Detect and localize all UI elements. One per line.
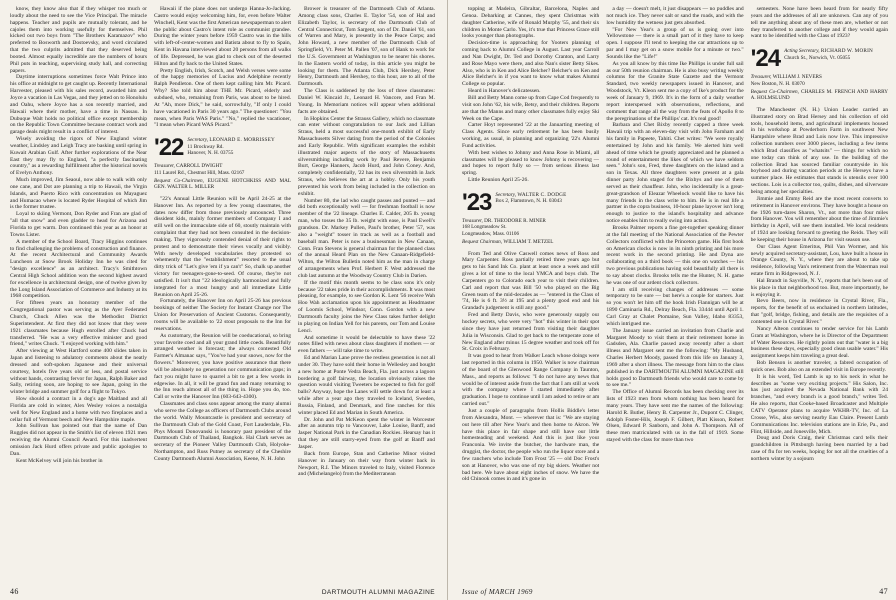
paragraph: Little Reunion April 25-26. bbox=[468, 177, 529, 184]
issue-date: Issue of MARCH 1969 bbox=[462, 588, 533, 596]
paragraph: Kent McKelvey will join his brother in bbox=[16, 457, 103, 464]
paragraph: Dr. John and Pat McKeon spent the winter in Worcester after an autumn trip to Vancouver, Lake Louise, Banff, and Jasper National Park in the Canadian Rockies. Hearsay has it that they are still starry-eyed from the golf at Banff and Jasper. bbox=[298, 416, 435, 450]
paragraph: Ed and Marian Lane prove the restless generation is not all under 30. They have sold their home in Wellesley and bought a new home at Ponte Vedra Beach, Fla. just across a lagoon bordering a golf fairway, the location obviously raises the question would visiting Tweeters be expected to fish for golf balls? Anyway, hope the Lanes will settle down for at least a while after a year ago they traveled to Iceland, Sweden, Russia, Finland, and Denmark, and fine ranches for this winter placed Ed and Marian in South America. bbox=[298, 355, 435, 416]
paragraph: Bevo Beers, now in residence in Crystal River, Fla., reports, for the benefit of us enchained in northern latitudes, that "golf, bridge, fishing, and details are the requisites of a contented one in Crystal River." bbox=[750, 298, 888, 325]
paragraph: Classmates and class sons appear among the many alumni who serve the College as officers of Dartmouth Clubs around the world. Wally Mountcastle is president and secretary of the Dartmouth Club of the Gold Coast, Fort Lauderdale, Fla. Phys Mounti Donovanski is honorary past president of the Dartmouth Club of Thailand, Bangkok. Hal Clark serves as secretary of the Pioneer Valley Dartmouth Club, Holyoke-Northampton, and Russ Putney as secretary of the Cheshire County Dartmouth Alumni Association, Keene, N. H. John bbox=[154, 401, 291, 462]
paragraph: As you all know by this time Ike Phillips is under full sail as our 50th reunion chairman. He is also busy writing weekly columns for the Granite State Gazette and the Vermont Standard, two weekly newspapers issued in Hanover, and Woodstock, Vt. Kleon sent me a copy of Ike's product for the week of January 9, 1969. It's in the form of a daily weather report interspersed with observations, reflections, and comment that range all the way from the feats of Apollo 8 to the peregrinations of the Phillips' cat. It's real good! bbox=[606, 60, 744, 122]
paragraph: A member of the School Board, Tracy Higgins continues to find challenging the problems of construction and finance. At the recent Architectural and Community Awards Luncheon at Snow Brook Holiday Inn he was cited for "design excellence" as an architect. Tracy's Smithtown Central High School addition won the second highest award for excellence in architectural design, one of twelve given by the Long Island Association of Commerce and Industry at its 1968 competition. bbox=[10, 238, 147, 300]
left-column-3 bbox=[298, 6, 435, 582]
paragraph: Carter Hoyt represented '22 at the Januarting meeting of Class Agents. Since early retirement he has been busily working, as usual, in planning and organizing '22's Alumni Fund activities. bbox=[462, 122, 600, 149]
class-22-treasurer: Treasurer, CARROLL DWIGHT 111 Laurel Rd., Chestnut Hill, Mass. 02167 bbox=[154, 163, 245, 176]
paragraph: Our Class Agent Emeritus, Phil Van Wormer, and his newly acquired secretary-assistant, Lou, have built a house in Orange County, N. Y., where they are about to take up residence, following Van's retirement from the Waterman real estate firm in Ridgewood, N. J. bbox=[750, 243, 888, 278]
left-column-1 bbox=[10, 6, 147, 582]
class-23-treasurer: Treasurer, DR. THEODORE R. MINER 168 Longmeadow St. Longmeadow, Mass. 01106 bbox=[462, 217, 546, 237]
class-24-bequest: Bequest Co-Chairmen, CHARLES M. FRENCH AND HARRY A. HOLMSLUND bbox=[750, 89, 888, 102]
paragraph: Hal Brandt in Sayville, N. Y., reports that he's been out of his place in that neighborhood too. But, more importantly, he is enjoying it. bbox=[750, 277, 888, 298]
paragraph: Doug and Doris Craig, their Christmas card tells their grandchildren in Pittsburgh having been married by a bad case of flu for ten weeks, hoping for not all the cruelties of a northern winter by a sojourn bbox=[750, 435, 888, 462]
paragraph: Fortunately, the Hanover Inn on April 25-26 has previous bookings of neither The Society for Instant Change nor The Union for Preservation of Ancient Customs. Consequently, rooms will be available to '22 stout proposals to the Inn for reservations. bbox=[154, 298, 291, 332]
right-column-1 bbox=[462, 6, 599, 582]
right-page bbox=[448, 0, 896, 600]
paragraph: know, they know also that if they whisper too much or loudly about the need to see the Vice Principal. The miracle happens. Teacher and pupils are mutually tolerant, and he cajoles them into working usefully for themselves. Phil kicked out two boys from "The Brothers Karamazov" who preferred to Bosworth and Dostoevsky, and word circulated that the two culprits admitted that they deserved being booted. Almost equally incredible are the numbers of hours Phil puts in teaching, supervising study hall, and correcting papers. bbox=[10, 6, 147, 74]
right-column-2 bbox=[606, 6, 743, 582]
paragraph: The Class is saddened by the loss of three classmates: Daniel W. Kincaid Jr., Leonard H. Vancore, and Fran M. Young. In Memoriam notices will appear when additional facts are obtained. bbox=[298, 88, 435, 115]
class-24-secretary: Acting Secretary, RICHARD W. MORIN Church St., Norwich, Vt. 05055 bbox=[784, 48, 873, 61]
paragraph: Bob Benson is another traveler, a fabred occupation of quick ones. Bob also on an extended visit in Europe recently. bbox=[750, 360, 888, 373]
paragraph: Jimmie and Emmy Reid are the most recent converts to retirement in Hanover environs. They have bought a house on the 1926 turn-dares Sharon, Vt., not more than four miles from Hanover. You will remember about the time of Jimmie's birthday in April, will see them installed. We local residents of 1924 are looking forward to greeting the Reids. They will be keeping their house in Arizona for visit season use. bbox=[750, 195, 888, 243]
paragraph: "22's Annual Little Reunion will be April 24-25 at the Hanover Inn. As reported by a few young classmates, the dates now differ from those previously announced. Three dissident kids, mainly former members of Company I and still well on the immaculate side of 60, stoutly maintain with complaint that they had not been consulted in the decision-making. They vigorously contended denial of their rights to protest and to demonstrate their views vocally and visibly. With newly developed vocabularies they protested so vehemently that the "establishment" resorted to the usual dirty trick of "Let's give 'em if ya can't" So, chalk up another victory for teenagers-gone-to-seed. Of course, they're not satisfied. It isn't that "22 ideologically harmonized and fully integrated for a most hungry and all immediate Little Reunion on April 25-26. bbox=[154, 195, 291, 298]
paragraph: After viewing at West Hartford some 400 slides taken in Japan and listening to adulatory comments about the neatly dressed and soft-spoken Japanese and their universal courtesy, hotels five years old or less, and postal service without hands, contrasting fervor for Japan, Ralph Baker and Sally, retiring soon, are hoping to see Japan, going in the winter bridge and summer golf for a flight to Tokyo. bbox=[10, 348, 147, 396]
paragraph: Decision-time is approaching for Yooters planning of coming back to Alumni College in August. Last year Carroll and Nan Dwight, Dr. Ted and Dorothy Cranton, and Larry and Rose Mayo were there, and also Nan's sister Betty Sikes. Also, who is in Ken and Alice Belcher? Belcher's on Ken and Alice Belcher's in if you want to know what makes Alumni College so popular. bbox=[462, 40, 600, 88]
paragraph: semesters. None have been heard from for nearly fifty years and the addresses of all are unknown. Can any of you tell me anything about any of these men are, whether or not they transferred to another college and if they would again want to be identified with the Class of 1923? bbox=[750, 6, 888, 40]
paragraph: "For New Year's a group of us is going over into Yellowstone — there is a small part of it they have to keep open. I suppose I'll tend to keeping the car attractions up to par and I may get on a snow mobile for a minute or two." Sounds like the "Life!" bbox=[606, 26, 744, 60]
paragraph: From Ted and Olive Caswell comes news of Ross and Mary Carpenter. Ross partially retired three years ago but gets to his Sand Ink Co. plant at least once a week and still gives a lot of time to the local YMCA and boys club. The Carpenters go to Colorado each year to visit their children. Carl and report that was Bill '50 who played on the Big Green team of the mid-decades as — "entered in the Class of '74, He is 6 ft. 3½ at 195 and a plenty good end and his Grandad's judgement is still any good." bbox=[462, 250, 600, 312]
class-22-secretary: Secretary, LEONARD E. MORRISSEY 11 Brockway Rd. Hanover, N. H. 03755 bbox=[187, 137, 275, 156]
paragraph: John Sullivan has pointed out that the name of Dan Ruggles did not appear in the Smith's list of eleven 1921 men receiving the Alumni Council Award. For this inadvertent omission Jack Hurd offers private and public apologies to Dan. bbox=[10, 423, 147, 457]
paragraph: And sometime it would be delectable to have these '22 notes filled with news about class daughters if mothers — or even fathers — will take time to write. bbox=[298, 334, 435, 355]
paragraph: topping at Madeira, Gibraltar, Barcelona, Naples and Genoa. Debarking at Cannes, they spent Christmas with daughter Catherine, wife of Ronald Murphy '55, and their six children in Monte Carlo. Yes, it's true that Princess Grace still looks younger than photographs. bbox=[462, 6, 600, 40]
class-year-24: '24 bbox=[750, 45, 781, 73]
paragraph: The Office of Alumni Records has been checking over its lists of 1923 men from whom nothing has been heard for many years. They have sent me the names of the following: Harold R. Butler, Henry B. Carpenter Jr., Dupont C. Clinger, Adolph Foster-Hils, Joseph F. Gilbert, Platt Kisson, Robert Olsen, Edward P. Sanborn, and John A. Thompson. All of these men matriculated with us in the fall of 1919. Some stayed with the class for more than two bbox=[606, 389, 744, 444]
class-23-header bbox=[462, 188, 599, 216]
class-year-23: '23 bbox=[462, 188, 492, 216]
magazine-title: DARTMOUTH ALUMNI MAGAZINE bbox=[321, 589, 435, 596]
paragraph: Fred and Betty Davis, who were generously supply our hockey secrets, who were very "hot" this winter in their spot since they have just returned from visiting their daughter Julia in Wisconsin. Glad to get back to the temperate zone of New England after minus 15 degree weather and took off for St. Croix in February. bbox=[462, 312, 600, 353]
paragraph: Barbara and Chet Bixby recently capped a three week Hawaii trip with an eleven-day visit with John Farnham and his family in Papeete, Tahiti. Chet writes: "We were royally entertained by John and his family. We alerted him well ahead of time which he greatly appreciated and he planned a round of entertainment the likes of which we have seldom seen." John's son, Fred, three daughters on the island and a son in Texas. All three daughters were present at a gala dinner party John staged for the Bixbys and one of them served as their chauffeur. John, who incidentally is a great-great-grandson of Eleazar Wheelock would like to have his many friends in the class write to him. He is in real life a partner in the copra business, 10-hour plane layover isn't long enough to justice to the island's hospitality and advance notice enables him to really swing into action. bbox=[606, 122, 744, 225]
class-23-bequest: Bequest Chairman, WILLIAM T. METZEL bbox=[462, 239, 554, 246]
paragraph: With best wishes to Johnny and Anna Rose in Miami, all classmates will be pleased to know Johnny is recovering — and hopes to report fully so — from serious illness last spring. bbox=[462, 149, 600, 177]
paragraph: The Manchester (N. H.) Union Leader carried an illustrated story on Brad Hersey and his collection of old tools, household items, and agricultural implements housed in his workshop at Powderhorn Farm in southwest New Hampshire where Brad and Lois now live. This impressive collection numbers over 3000 pieces, including a few items which Brad classifies as "whatsits" — things for which no one today can think of any use. In the building of the collection Brad has sourced familiar countryside in his boyhood and during vacation periods at the Herseys have a summer place. He estimates that stands is utensils over 100 sections. Lois is a collector too, quilts, dishes, and silverware being among her specialties. bbox=[750, 106, 888, 195]
paragraph: Hawaii if the plane does not undergo Hanna-Jo-Jacking. Castro would enjoy welcoming him, for, even before Walter Winchell, Kent was the first American newspaperman to alert the public about Castro's intent role as communist grandee. During the winter years before 1959 Castro was in the hills with left-of-center-women and Batista about to fly to Spain, Kent in Havana interviewed about 20 persons from all walks of life. Depressed, he was glad to check out of the deserted Hilton and fly back to the United States. bbox=[154, 6, 291, 67]
paragraph: Wisely avoiding the rigors of New England winter weather, Lindsley and Leigh Tracy are basking until spring in Kuwait Arabian Gulf. After further explorations of the Near East they may fly to England, "a perfectly fascinating country," as a rewarding fulfillment after the historical novels of Evelyn Anthony. bbox=[10, 136, 147, 177]
paragraph: Much improved, Jim Seaoul, now able to walk with only one cane, and Dot are planning a trip to Hawaii, the Virgin Islands, and Puerto Rico with concentration on Mayaguez and Humacao where is located Ryder Hospital of which Jim is the former trustee. bbox=[10, 177, 147, 211]
paragraph: Daytime interruptions sometimes force Walt Prince into his office at midnight to get caught up. Recently International Harvester, pleased with his sales record, awarded him and Joyce a vacation in Las Vegas, and they jetted on to Honolulu and Oahu, where Joyce has a son recently married, and Hawaii where their mother, have a time in Nassau. In Dubuque Walt holds no political office except membership on the Republic Town Committee because contract work and garage deals might result in a conflict of interest. bbox=[10, 74, 147, 136]
paragraph: Back from Europe, Stan and Catherine Minor visited Hanover in January on their way from winter back in Newport, R.I. The Minors traveled to Italy, visited Florence and (Michelangelo) from the Mediterranean bbox=[298, 450, 435, 478]
paragraph: Just a couple of paragraphs from Hollis Biddle's letter from Alexandra, Mont. — wherever that is: "We are staying out here till after New Year's and then home to Akron. We have this place in fair shape and still have our little homesteading and weekend. And this is just like your Franconia. We invite the butcher, the hardware man, the druggist, the doctor, the people who run the liquor store and a few ranchers who include Tom Frost '25 — old Doc Frost's son at Hanover, who was one of my big skiers. Weather not bad here. We have about eight inches of snow. We have the old Chinook comes in and it's gone in bbox=[462, 407, 600, 483]
paragraph: Heard in Hanover's delicatessen. bbox=[468, 88, 541, 95]
paragraph: Bill and Betty Mann come up from Cape Cod frequently to visit son John '62, his wife, Betsy, and their children. Reports are that the Manns and many other classmates fully enjoy Ski Week on the Cape. bbox=[462, 94, 600, 122]
paragraph: Pretty English, Irish, Scotch, and Welsh verses were some of the happy memories of Lucius and Adelphine recently Ralph Pendleton. One of them kept calling him Mr. Picard. Why? She told him about THE Mr. Picard, elderly and subdued, who, remaining from Paris, was about to be hired. At "Ah, more Dick," he said, sorrowfully, "If only I could have vacationed in Paris 30 years ago." The questioner: "You mean, when Paris WAS Paris." "No," replied the vacationer, "I mean when Picard WAS Picard." bbox=[154, 67, 291, 129]
class-24-header bbox=[750, 45, 888, 73]
paragraph: Brower is treasurer of the Dartmouth Club of Atlanta. Among class sons, Charles E. Taylor '54, son of Hal and Elizabeth Taylor, is secretary of the Dartmouth Club of Central Connecticut, Tom Sargent, son of Dr. Daniel '61, son of Warren and Mary, is presently in the Peace Corps; and John Howard, a new member of the Dartmouth Club of Springfield, Vt. Peter M. Pallen '07, son of Hank to work for the U.S. Government at Washington to be nearer his shores. In the Eastern world of today, in this article you might be looking for them. The Atlanta Club, Dick Hershey, Peter Henry, Dartmouth and Hershey, to this hour, are to all of the Dartmouth. bbox=[298, 6, 435, 88]
left-footer bbox=[10, 587, 435, 596]
paragraph: Loyal to skiing Vermont, Don Ryder and Fran are glad of "all that snow" and even gladder to head for Arizona and Florida to get warm. Don continued this year as an honor at Towns Lister. bbox=[10, 211, 147, 238]
paragraph: If the motif this month seems to be class sons it's only because '22 takes pride in their accomplishments. It was most pleasing, for example, to see Gordon K. Lent '56 receive Wah Hoo Wah acclamation upon his appointment as Headmaster of Loomis School, Windsor, Conn. Gordon with a new Dartmouth faculty joins the New Class takes further delight in playing on Indian Yell for his parents, our Tom and Louise Lenci. bbox=[298, 279, 435, 334]
right-footer bbox=[462, 587, 888, 596]
paragraph: It is his word, Ted Lamb is up to his neck in what he describes as "some very exciting projects." His Salon, Inc. has just acquired the Nevada National Bank with 24 branches, "and every branch is a good branch," writes Ted. He also reports, that Cooke-based Broadcaster and Multiple CATV Operator plans to acquire WKHR-TV, Inc. of La Crosse, Wis., also serving nearby Eau Claire. Present Lamb Communications Inc. television stations are in Erie, Pa., and Flint, Hillside, and Jonesville, Mich. bbox=[750, 373, 888, 435]
paragraph: Number 80, the lad who caught passes and punted — and did both exceptionally well — for freshman football is now member of the '22 lineage. Charles E. Calder, 205 lb. young man, who tosses the 35 lb. weight with ease, is Paul Ewell's grandson. Dr. Markey Pullen, Paul's brother, Peter '57, was also a "weight" tosser in track as well as a football and baseball man. Peter is now a businessman in New Canaan, Conn. Fran Stevens is general chairman for the planned class of the annual Heard Plan on the New Canaan-Ridgefield-Wilton, the Wilton Bulletin noted him as the man in charge of arrangements when Prof. Herbert F. West addressed the club last autumn at the Woodway Country Club in Darien. bbox=[298, 197, 435, 279]
page-number-left: 46 bbox=[10, 587, 19, 596]
class-24-treasurer: Treasurer, WILLIAM J. NEVERS New Boston, N. H. 03070 bbox=[750, 74, 822, 87]
page-number-right: 47 bbox=[879, 587, 888, 596]
paragraph: For fifteen years an honorary member of the Congregational pastor was serving as the Ayer Federated Church, Chuck Allen was the Methodist District Superintendent. At first they did not know that they were 1921 classmates because Hugh enrolled after Chuck had transferred. "He was a very effective minister and good friend," writes Chuck. "I enjoyed working with him." bbox=[10, 300, 147, 348]
paragraph: Brooks Palmer reports a fine get-together speaking dinner at the fall meeting of the National Association of the Pewter Collectors conflicted with the Princeton game. His first book on American clocks is now in its ninth printing and his more recent work in the second printing. He and Dyna are collaborating on a third book — this one on watches — his two previous publications having sold beautifully all there is to say about clocks. Brooks tells me the Hunter, N. H. game he was one of our ardent clock collectors. bbox=[606, 225, 744, 286]
paragraph: The January issue carried an invitation from Charlie and Margaret Moody to visit them at their retirement home in Gadsden, Ala. Charlie passed away recently after a short illness and Margaret sent me the following: "My Husband, Charles Herbert Moody, passed from this life on January 3, 1969 after a short illness. The message from him to the class published in the DARTMOUTH ALUMNI MAGAZINE still holds good to Dartmouth friends who would care to come by to see me." bbox=[606, 327, 744, 389]
paragraph: I am still receiving changes of addresses — some temporary to be sure — but here's a couple for starters. Just so you won't let him off the hook Irish Flannigan will be at 1890 Caminaria Rd., Delray Beach, Fla. 33444 until April 1. Carl Gray at Chalet Ptomaine, Sun Valley, Idaho 83353, which intrigued me. bbox=[606, 286, 744, 327]
paragraph: In Hopkins Center the Strauss Gallery, which no classmate can enter without congratulation to our Jack and Lillian Straus, held a most successful one-month exhibit of Early Massachusetts Silver dating from the period of the Colonies and Early Republic. With significant examples the exhibit illustrated major aspects of the story of Massachusetts silversmithing including work by Paul Revere, Benjamin Burt, George Hanners, Jacob Hurd, and John Coney. And, completely confidentially, '22 has its own silversmith in Jack Straus, who believes the art at a hobby. Only his youth prevented his work from being included in the collection on exhibit. bbox=[298, 115, 435, 197]
paragraph: It was good to hear from Walker Leach whose doings were last reported in this column in 1950. Walker is now chairman of the board of the Glenwood Range Company in Taunton, Mass., and reports as follows: "I do not have any news that would be of interest aside from the fact that I am still at work with the company where I started immediately after graduation. I hope to continue until I am asked to retire or am carried out." bbox=[462, 353, 600, 408]
class-22-header bbox=[154, 134, 291, 162]
left-column-2 bbox=[154, 6, 291, 582]
paragraph: Nancy Alteon continues to render service for his Lamb Gram at Washington, where he is Director of the Department of Water Resources. He rightly points out that "water is a big business these days, especially good clean usable water." His assignment keeps him traveling a great deal. bbox=[750, 325, 888, 360]
paragraph: As customary, the Reunion will be coeducational, so bring your favorite coed and all your grand little coeds. Beautifully arranged weather is forecast; the always contested Old Farmer's Almanac says, "You've had your snows, now for the flowers." Moreover, you have positive assurance that there will be absolutely no generation nor communication gaps; in fact you might have to quarrel a bit to get a few words in edgewise. In all, it will be grand fun and many returning to the Inn reach almost all of the thing in. Hope you do, too. Call or write the Hanover Inn (603-643-4300). bbox=[154, 332, 291, 401]
paragraph: How should a contract in a dog's age Maitland and all Florida are cold in winter, Alex Wesley voices a nostalgia well for New England and a home with two fireplaces and a cellar full of Vermont beech and New Hampshire maple. bbox=[10, 396, 147, 423]
class-year-22: '22 bbox=[154, 134, 184, 162]
right-column-3 bbox=[751, 6, 888, 582]
class-22-bequest: Bequest Co-Chairmen, EUGENE HOTCHKISS AND MAL GEN. WALTER L. MILLER bbox=[154, 178, 291, 191]
class-23-secretary: Secretary, WALTER C. DODGE Box 2, Flamstown, N. H. 03043 bbox=[495, 191, 567, 205]
paragraph: a day — doesn't melt, it just disappears — no puddles and not much ice. They never salt or sand the roads, and with the low humidity the wetness just gets absorbed. bbox=[606, 6, 744, 26]
